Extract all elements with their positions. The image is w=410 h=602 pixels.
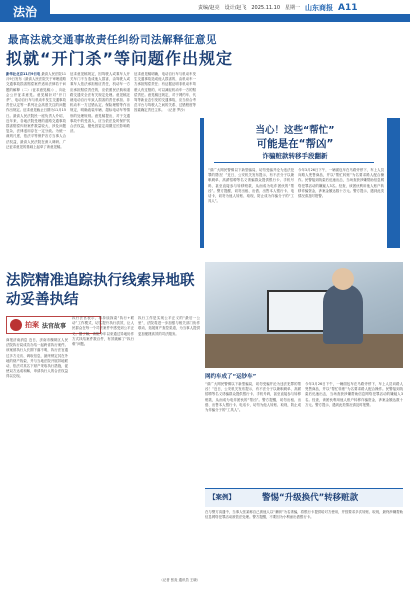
callout-body-1: “请广大网民警惕以下新型骗局，切勿受骗并沦为违法犯罪的帮凶！”近日，公安机关发布提示，有不法分子以兼职刷单、高薪招聘等名义诱骗群众提供银行卡、手机号码，甚至直接参与转移赃款，从而成为电诈团伙的“帮凶”。警方提醒，切勿出租、出借、出售本人银行卡、电话卡，切勿为他人转账、取现，防止成为诈骗分子的“工具人”。 [208, 168, 294, 204]
seal-icon [10, 319, 22, 331]
case-body [205, 510, 403, 598]
article2-body-2: 执行法官表示，将持续探索“执行+联动”工作模式，切实提升执行质效，让人民群众在每一个司法案件中感受到公平正义。据了解，该院今年以来通过异地协作方式执结案件数百件，有效破解了“执行难”问题。 [72, 316, 134, 347]
news-photo [205, 262, 403, 368]
article2-body-3: 执行工作是实现公平正义的“最后一公里”，法院将进一步加强与相关部门协作联动，拓展财产查控渠道，为当事人提供更加便捷高效的司法服务。 [138, 316, 200, 336]
person-shape [323, 284, 363, 344]
column-name: 法官故事 [42, 322, 67, 330]
article2-column-1 [6, 338, 68, 588]
case-tag: 【案例】 [209, 493, 235, 501]
callout-body-2: 今年3月26日下午，一辆面包车在马路旁停下，车上人员向路人兜售商品，并以“帮忙转账”为名要求路人配合操作。民警接到线索后迅速出击，当场查获涉嫌帮助信息网络犯罪活动的嫌疑人3名。经查，该团伙利用他人账户转移诈骗资金，涉案金额达数十万元。警方提示，遇到此类情况请及时报警。 [298, 168, 384, 199]
callout-left-bar [200, 118, 204, 248]
callout-subtitle: 当心！这些“帮忙” [255, 125, 335, 136]
article2-credit: （记者 张炎 通讯员 王晓） [159, 578, 200, 582]
column-tag: 拍案 [25, 321, 39, 329]
callout-headline: 可能是在“帮凶” [256, 138, 334, 150]
callout-strap: 诈骗赃款转移手段翻新 [262, 152, 328, 160]
header-meta [198, 2, 408, 13]
case-body-text: 在与警方沟通中，当事人张某称自己被他人以“兼职”为名诱骗，将银行卡提供给对方使用，并按要求多次转账、取现，最终涉嫌帮助信息网络犯罪活动被依法处理。警方提醒，不要因为小利而出借银行卡。 [205, 510, 403, 520]
callout-column-1 [208, 168, 294, 254]
page-number: A11 [338, 2, 358, 13]
article2-column-3 [138, 316, 200, 576]
article-subtitle: 最高法就交通事故责任纠纷司法解释征意见 [8, 34, 217, 46]
desk-shape [205, 334, 403, 368]
article1-body-2: 征求意见稿规定，因驾驶人或乘车人开关车门不当造成他人损害，由驾驶人或乘车人依法承担相应责任，机动车一方应承担赔偿责任的，应依照民法典和道路交通安全法有关规定处理。意见稿还就电动自行车致人损害的责任承担、非机动车一方过错认定、保险理赔等作出规定，明确改装车辆、超标电动车等情形的处理规则。意见稿提出，对于交通事故中的受害人，应当依法及时保护其合法权益，避免因鉴定周期过长影响救济。 [70, 72, 130, 134]
callout-body-1-continued: “请广大网民警惕以下新型骗局，切勿受骗并沦为违法犯罪的帮凶！”近日，公安机关发布提示，有不法分子以兼职刷单、高薪招聘等名义诱骗群众提供银行卡、手机号码，甚至直接参与转移赃款，从而成为电诈团伙的“帮凶”。警方提醒，切勿出租、出借、出售本人银行卡、电话卡，切勿为他人转账、取现，防止成为诈骗分子的“工具人”。 [205, 382, 301, 413]
callout-body-2-continued: 今年3月26日下午，一辆面包车在马路旁停下，车上人员向路人兜售商品，并以“帮忙转账”为名要求路人配合操作。民警接到线索后迅速出击，当场查获涉嫌帮助信息网络犯罪活动的嫌疑人3名。经查，该团伙利用他人账户转移诈骗资金，涉案金额达数十万元。警方提示，遇到此类情况请及时报警。 [305, 382, 403, 407]
article1-column-1 [6, 72, 66, 262]
article1-body-1: 最高人民法院11月9日发布《最高人民法院关于审理道路交通事故损害赔偿案件适用法律若干问题的解释（二）（征求意见稿）》，向社会公开征求意见。意见稿针对“开门杀”、电动自行车与机动车发生交通事故责任认定等一系列社会高度关注的问题作出规定。征求意见截止日期为11月15日。最高人民法院民一庭负责人介绍，近年来，各地法院受理的道路交通事故损害赔偿纠纷案件数量较大，涉及问题复杂，法律适用存在一定分歧。为统一裁判尺度，依法平等保护各方当事人合法权益，最高人民法院在深入调研、广泛征求意见的基础上起草了该意见稿。 [6, 72, 66, 149]
photo-caption: 网约车成了“运钞车” [205, 374, 257, 380]
section-tag: 法治 [0, 0, 50, 22]
article1-note: （记者 罗沙） [165, 108, 188, 113]
article1-column-3 [134, 72, 196, 262]
callout-continued-2 [305, 382, 403, 482]
article2-column-2 [72, 316, 134, 588]
head-shape [332, 268, 354, 290]
article2-headline: 法院精准追踪执行线索异地联动妥善执结 [6, 273, 195, 308]
article1-byline: 新华社北京11月9日电 [6, 72, 41, 76]
article1-body-3: 征求意见稿明确，电动自行车与机动车发生交通事故造成他人损害的，由机动车一方承担赔偿责任；有证据证明非机动车驾驶人有过错的，可以减轻机动车一方的赔偿责任。意见稿还规定，对于网约车、代驾等新业态引发的交通事故，应当综合考虑平台与驾驶人之间的关系、过错程度等因素确定责任主体。 [134, 72, 196, 113]
issue-day: 星期一 [285, 5, 301, 11]
case-title: 警惕“升级换代”转移赃款 [262, 493, 359, 503]
callout-column-2 [298, 168, 384, 254]
brand-name: 山东商报 [305, 3, 334, 12]
header-bar [50, 14, 410, 22]
article-headline: 拟就“开门杀”等问题作出规定 [6, 49, 234, 68]
designer-credit: 设计/赵飞 [224, 5, 247, 11]
callout-continued-1 [205, 382, 301, 482]
article2-body-1: 商报济南消息 近日，济南市槐荫区人民法院执行局成功办结一起跨省执行案件。该案被执行人长期下落不明，执行法官通过多方走访、调取信息，最终锁定其在外地的财产线索，并与当地法院开展异地联动，依法对其名下财产采取执行措施，促使双方达成和解，申请执行人的合法权益得以兑现。 [6, 338, 68, 379]
issue-date: 2025.11.10 [251, 4, 281, 11]
article1-column-2 [70, 72, 130, 262]
editor-credit: 责编/赵亮 [198, 5, 220, 11]
callout-divider [214, 162, 374, 163]
callout-right-bar [387, 118, 400, 248]
